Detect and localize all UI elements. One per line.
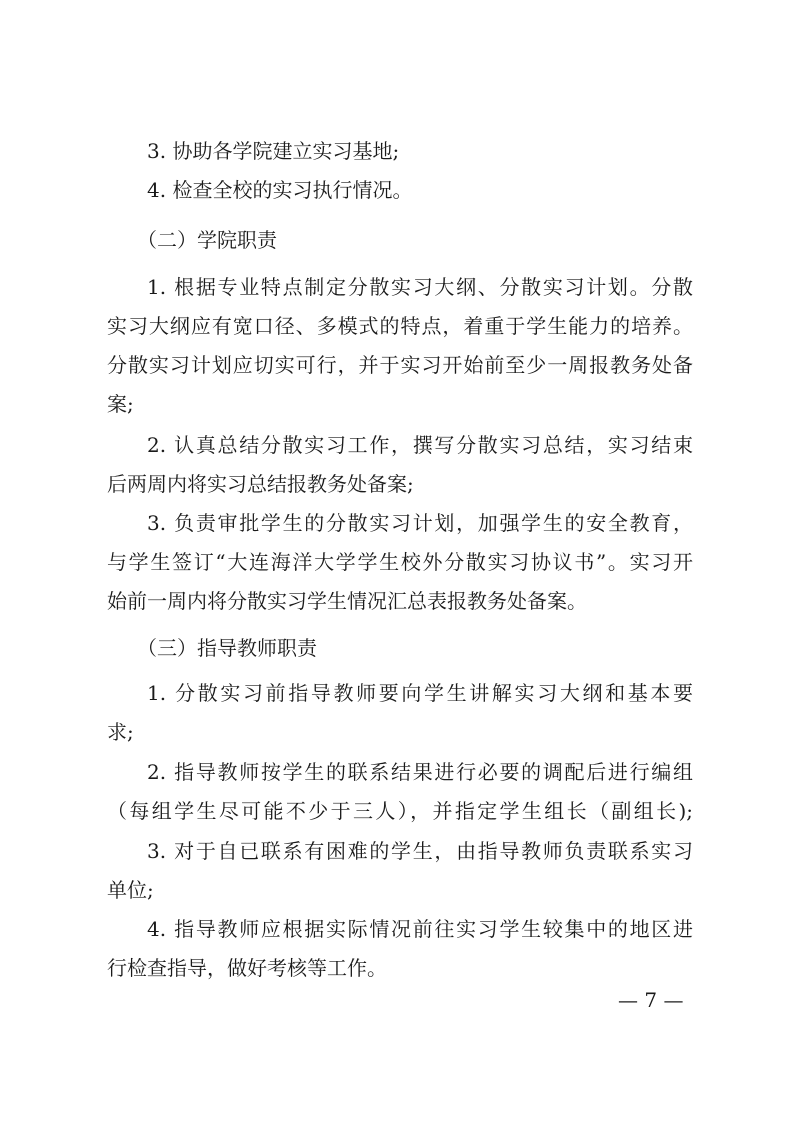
paragraph-line: 求; [107, 720, 134, 744]
paragraph-line: 单位; [107, 878, 154, 902]
paragraph-line: 1. 分散实习前指导教师要向学生讲解实习大纲和基本要 [147, 681, 693, 705]
paragraph-line: 4. 检查全校的实习执行情况。 [147, 178, 413, 202]
paragraph-line: 3. 负责审批学生的分散实习计划，加强学生的安全教育， [147, 511, 693, 535]
paragraph-line: 始前一周内将分散实习学生情况汇总表报教务处备案。 [107, 589, 587, 613]
paragraph-line: 行检查指导，做好考核等工作。 [107, 956, 387, 980]
paragraph-line: 分散实习计划应切实可行，并于实习开始前至少一周报教务处备 [107, 353, 693, 377]
page-number: — 7 — [618, 988, 684, 1012]
paragraph-line: 案; [107, 392, 134, 416]
section-heading: （二）学院职责 [137, 228, 277, 252]
paragraph-line: （每组学生尽可能不少于三人），并指定学生组长（副组长); [107, 799, 693, 823]
paragraph-line: 2. 指导教师按学生的联系结果进行必要的调配后进行编组 [147, 760, 693, 784]
paragraph-line: 3. 对于自已联系有困难的学生，由指导教师负责联系实习 [147, 839, 693, 863]
paragraph-line: 4. 指导教师应根据实际情况前往实习学生较集中的地区进 [147, 917, 693, 941]
paragraph-line: 2. 认真总结分散实习工作，撰写分散实习总结，实习结束 [147, 433, 693, 457]
section-heading: （三）指导教师职责 [137, 636, 317, 660]
paragraph-line: 1. 根据专业特点制定分散实习大纲、分散实习计划。分散 [147, 275, 693, 299]
paragraph-line: 3. 协助各学院建立实习基地; [147, 139, 400, 163]
paragraph-line: 与学生签订“大连海洋大学学生校外分散实习协议书”。实习开 [107, 550, 693, 574]
paragraph-line: 实习大纲应有宽口径、多模式的特点，着重于学生能力的培养。 [107, 314, 693, 338]
paragraph-line: 后两周内将实习总结报教务处备案; [107, 472, 414, 496]
